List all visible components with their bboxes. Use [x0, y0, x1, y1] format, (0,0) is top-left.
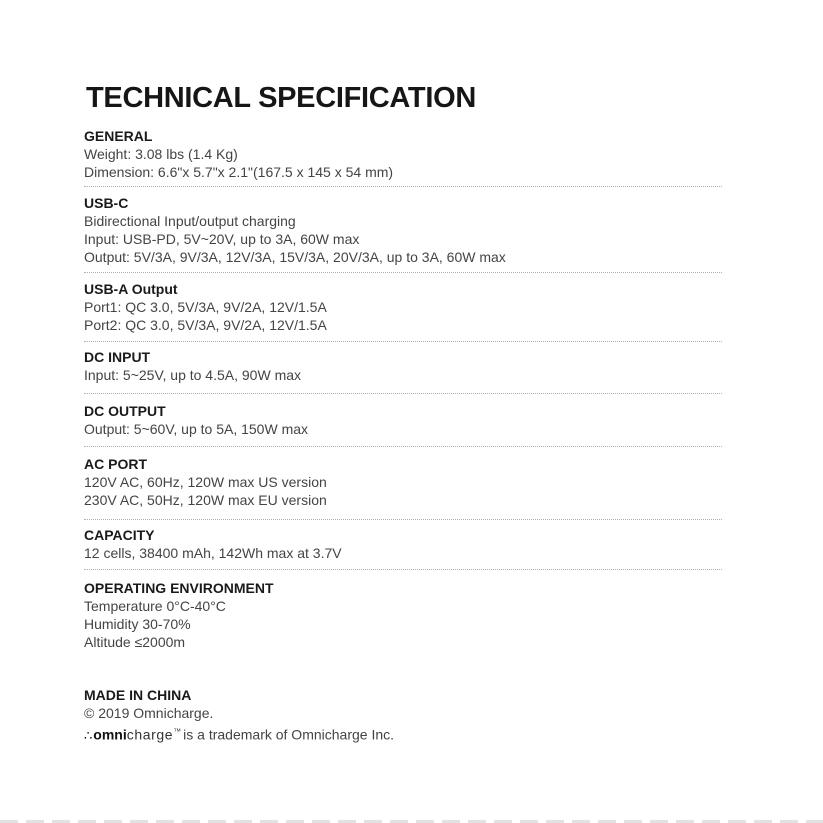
spec-line: Port2: QC 3.0, 5V/3A, 9V/2A, 12V/1.5A [84, 317, 327, 333]
spec-line: Temperature 0°C-40°C [84, 598, 226, 614]
spec-section-usb-c [84, 194, 722, 266]
spec-section-operating-environment [84, 579, 722, 651]
spec-section-usb-a [84, 280, 722, 334]
spec-section-dc-input [84, 348, 722, 384]
trademark-line [84, 722, 394, 745]
spec-line: Weight: 3.08 lbs (1.4 Kg) [84, 146, 238, 162]
spec-section-capacity [84, 526, 722, 562]
spec-line: Output: 5V/3A, 9V/3A, 12V/3A, 15V/3A, 20V/3A, up to 3A, 60W max [84, 249, 506, 265]
spec-line: Bidirectional Input/output charging [84, 213, 296, 229]
spec-line: 120V AC, 60Hz, 120W max US version [84, 474, 327, 490]
spec-line: 12 cells, 38400 mAh, 142Wh max at 3.7V [84, 545, 342, 561]
section-divider [84, 186, 722, 187]
section-heading: AC PORT [84, 456, 147, 472]
section-heading: CAPACITY [84, 527, 155, 543]
trademark-symbol: ™ [173, 727, 182, 736]
section-divider [84, 272, 722, 273]
brand-name-light: charge [126, 726, 174, 743]
section-divider [84, 519, 722, 520]
spec-line: Input: USB-PD, 5V~20V, up to 3A, 60W max [84, 231, 360, 247]
section-heading: USB-C [84, 195, 129, 211]
spec-line: Input: 5~25V, up to 4.5A, 90W max [84, 367, 302, 383]
section-heading: USB-A Output [84, 281, 178, 297]
spec-line: Altitude ≤2000m [84, 634, 186, 650]
section-heading: OPERATING ENVIRONMENT [84, 580, 274, 596]
section-heading: GENERAL [84, 128, 153, 144]
section-divider [84, 393, 722, 394]
spec-line: Humidity 30-70% [84, 616, 191, 632]
spec-section-general [84, 127, 722, 181]
spec-section-ac-port [84, 455, 722, 509]
spec-line: 230V AC, 50Hz, 120W max EU version [84, 492, 327, 508]
section-divider [84, 446, 722, 447]
copyright-text: © 2019 Omnicharge. [84, 705, 214, 721]
spec-line: Dimension: 6.6"x 5.7"x 2.1"(167.5 x 145 x 54 mm) [84, 164, 394, 180]
section-heading: DC OUTPUT [84, 403, 166, 419]
omnicharge-logo-icon: ∴ [84, 727, 92, 743]
made-in-heading: MADE IN CHINA [84, 687, 192, 703]
spec-section-dc-output [84, 402, 722, 438]
trademark-text: is a trademark of Omnicharge Inc. [183, 726, 395, 743]
page-title: TECHNICAL SPECIFICATION [86, 82, 476, 114]
section-divider [84, 341, 722, 342]
spec-line: Port1: QC 3.0, 5V/3A, 9V/2A, 12V/1.5A [84, 299, 327, 315]
spec-line: Output: 5~60V, up to 5A, 150W max [84, 421, 309, 437]
section-divider [84, 569, 722, 570]
footer [84, 686, 394, 745]
section-heading: DC INPUT [84, 349, 151, 365]
brand-name-bold: omni [93, 726, 127, 743]
